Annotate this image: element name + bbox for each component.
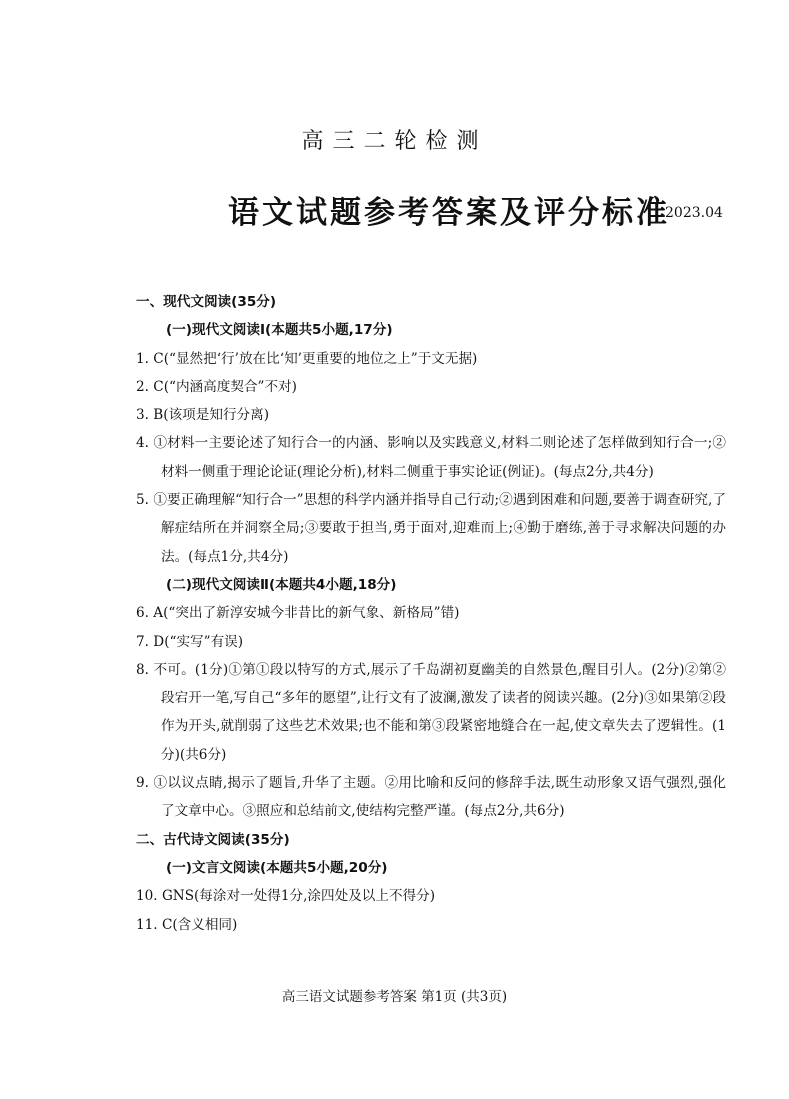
subsection-heading: (二)现代文阅读Ⅱ(本题共4小题,18分) — [166, 576, 397, 593]
document-title: 语文试题参考答案及评分标准 — [228, 195, 670, 231]
answer-item: 8. 不可。(1分)①第①段以特写的方式,展示了千岛湖初夏幽美的自然景色,醒目引人。(2分)②第②段宕开一笔,写自己“多年的愿望”,让行文有了波澜,激发了读者的阅读兴趣。(2分)③如果第②段作为开头,就削弱了这些艺术效果;也不能和第③段紧密地缝合在一起,使文章失去了逻辑性。(1分)(共6分) — [136, 661, 726, 763]
section-heading: 二、古代诗文阅读(35分) — [136, 831, 290, 848]
answer-item: 3. B(该项是知行分离) — [136, 407, 270, 424]
answer-item: 1. C(“显然把‘行’放在比‘知’更重要的地位之上”于文无据) — [136, 350, 478, 367]
subsection-heading: (一)文言文阅读(本题共5小题,20分) — [166, 859, 388, 876]
answer-item: 5. ①要正确理解“知行合一”思想的科学内涵并指导自己行动;②遇到困难和问题,要善于调查研究,了解症结所在并洞察全局;③要敢于担当,勇于面对,迎难而上;④勤于磨练,善于寻求解决问题的办法。(每点1分,共4分) — [136, 492, 726, 565]
answer-item: 6. A(“突出了新淳安城今非昔比的新气象、新格局”错) — [136, 605, 460, 622]
answer-item: 2. C(“内涵高度契合”不对) — [136, 378, 297, 395]
document-date: 2023.04 — [665, 205, 723, 221]
answer-item: 9. ①以议点睛,揭示了题旨,升华了主题。②用比喻和反问的修辞手法,既生动形象又语气强烈,强化了文章中心。③照应和总结前文,使结构完整严谨。(每点2分,共6分) — [136, 775, 726, 820]
answer-item: 11. C(含义相同) — [136, 916, 238, 933]
answer-item: 10. GNS(每涂对一处得1分,涂四处及以上不得分) — [136, 888, 436, 905]
section-heading: 一、现代文阅读(35分) — [136, 294, 277, 310]
answer-item: 4. ①材料一主要论述了知行合一的内涵、影响以及实践意义,材料二则论述了怎样做到知行合一;②材料一侧重于理论论证(理论分析),材料二侧重于事实论证(例证)。(每点2分,共4分) — [136, 435, 726, 480]
exam-subtitle: 高三二轮检测 — [301, 129, 488, 154]
subsection-heading: (一)现代文阅读Ⅰ(本题共5小题,17分) — [166, 322, 393, 339]
answer-body — [136, 288, 726, 939]
answer-item: 7. D(“实写”有误) — [136, 633, 244, 650]
page-footer: 高三语文试题参考答案 第1页 (共3页) — [281, 989, 508, 1005]
